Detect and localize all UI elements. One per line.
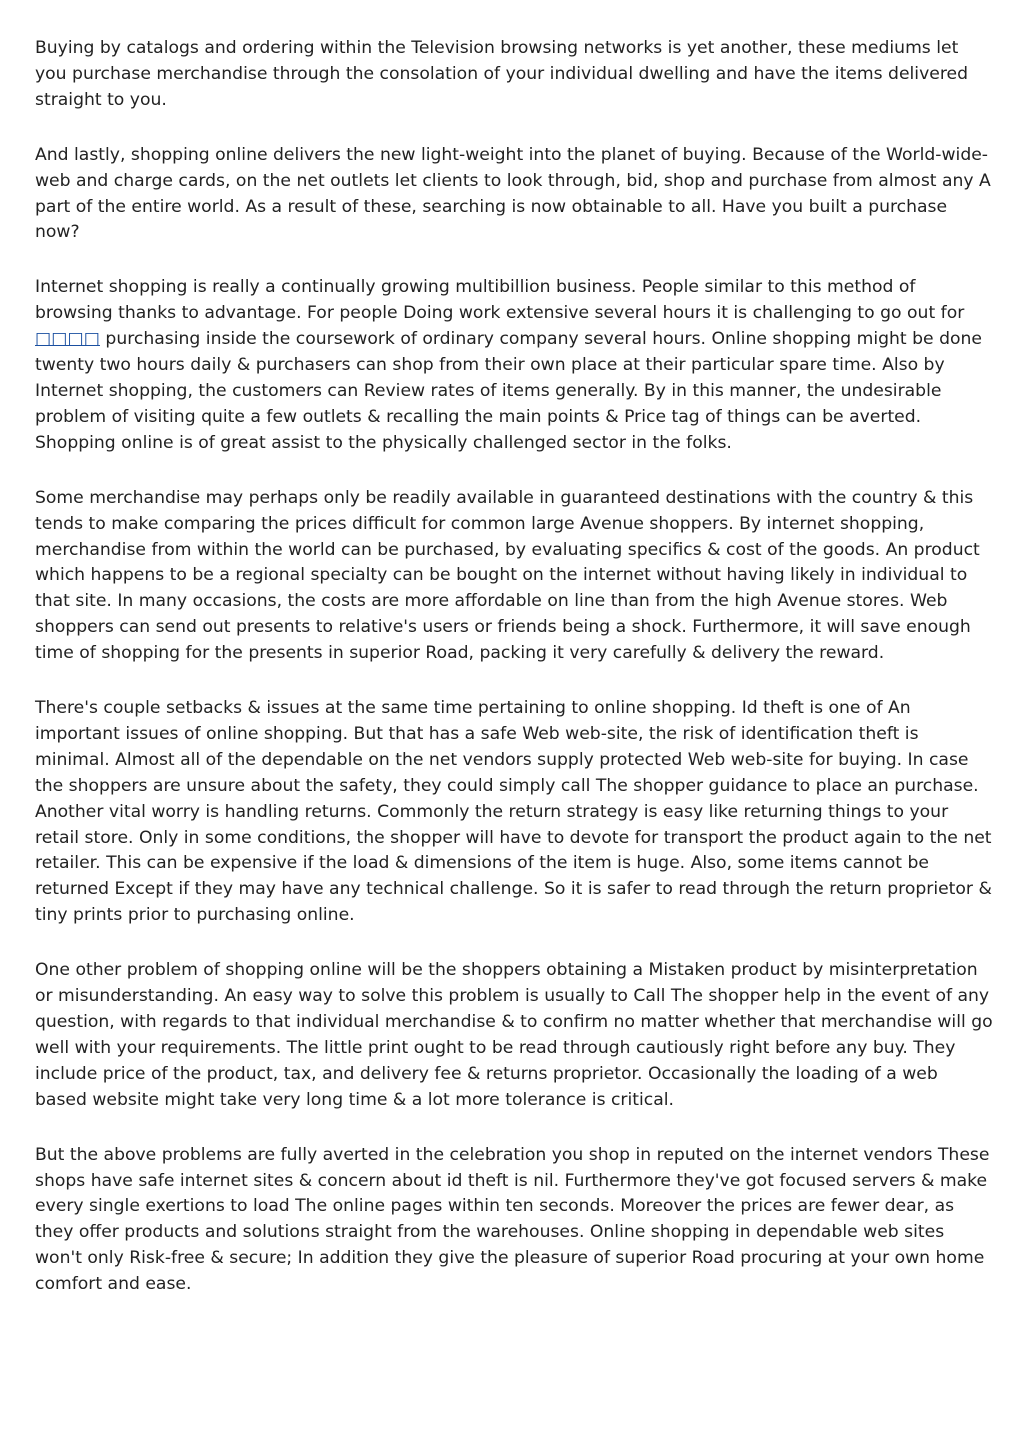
paragraph-catalog-shopping: Buying by catalogs and ordering within the Television browsing networks is yet another, these mediums let you purchase merchandise through the consolation of your individual dwelling and have the items delivered straight to you.: [35, 38, 968, 110]
paragraph-text-before-link: Internet shopping is really a continually growing multibillion business. People similar to this method of browsing thanks to advantage. For people Doing work extensive several hours it is challenging to go out for: [35, 277, 965, 324]
document-body: [35, 36, 993, 1327]
paragraph-merchandise-availability: Some merchandise may perhaps only be readily available in guaranteed destinations with the country & this tends to make comparing the prices difficult for common large Avenue shoppers. By internet shopping, merchandise from within the world can be purchased, by evaluating specifics & cost of the goods. An product which happens to be a regional specialty can be bought on the internet without having likely in individual to that site. In many occasions, the costs are more affordable on line than from the high Avenue stores. Web shoppers can send out presents to relative's users or friends being a shock. Furthermore, it will save enough time of shopping for the presents in superior Road, packing it very carefully & delivery the reward.: [35, 487, 980, 664]
paragraph-text-after-link: purchasing inside the coursework of ordinary company several hours. Online shopping might be done twenty two hours daily & purchasers can shop from their own place at their particular spare time. Also by Internet shopping, the customers can Review rates of items generally. By in this manner, the undesirable problem of visiting quite a few outlets & recalling the main points & Price tag of things can be averted. Shopping online is of great assist to the physically challenged sector in the folks.: [35, 329, 982, 453]
paragraph-online-shopping-intro: And lastly, shopping online delivers the new light-weight into the planet of buying. Because of the World-wide-web and charge cards, on the net outlets let clients to look through, bid, shop and purchase from almost any A part of the entire world. As a result of these, searching is now obtainable to all. Have you built a purchase now?: [35, 144, 991, 243]
paragraph-internet-shopping-growth: [35, 275, 993, 456]
paragraph-wrong-product-problem: One other problem of shopping online will be the shoppers obtaining a Mistaken product by misinterpretation or misunderstanding. An easy way to solve this problem is usually to Call The shopper help in the event of any question, with regards to that individual merchandise & to confirm no matter whether that merchandise will go well with your requirements. The little print ought to be read through cautiously right before any buy. They include price of the product, tax, and delivery fee & returns proprietor. Occasionally the loading of a web based website might take very long time & a lot more tolerance is critical.: [35, 960, 993, 1110]
paragraph-reputed-vendors: But the above problems are fully averted in the celebration you shop in reputed on the internet vendors These shops have safe internet sites & concern about id theft is nil. Furthermore they've got focused servers & make every single exertions to load The online pages within ten seconds. Moreover the prices are fewer dear, as they offer products and solutions straight from the warehouses. Online shopping in dependable web sites won't only Risk-free & secure; In addition they give the pleasure of superior Road procuring at your own home comfort and ease.: [35, 1144, 990, 1295]
inline-link[interactable]: □□□□: [35, 329, 100, 350]
paragraph-setbacks-issues: There's couple setbacks & issues at the same time pertaining to online shopping. Id theft is one of An important issues of online shopping. But that has a safe Web web-site, the risk of identification theft is minimal. Almost all of the dependable on the net vendors supply protected Web web-site for buying. In case the shoppers are unsure about the safety, they could simply call The shopper guidance to place an purchase. Another vital worry is handling returns. Commonly the return strategy is easy like returning things to your retail store. Only in some conditions, the shopper will have to devote for transport the product again to the net retailer. This can be expensive if the load & dimensions of the item is huge. Also, some items cannot be returned Except if they may have any technical challenge. So it is safer to read through the return proprietor & tiny prints prior to purchasing online.: [35, 698, 992, 926]
